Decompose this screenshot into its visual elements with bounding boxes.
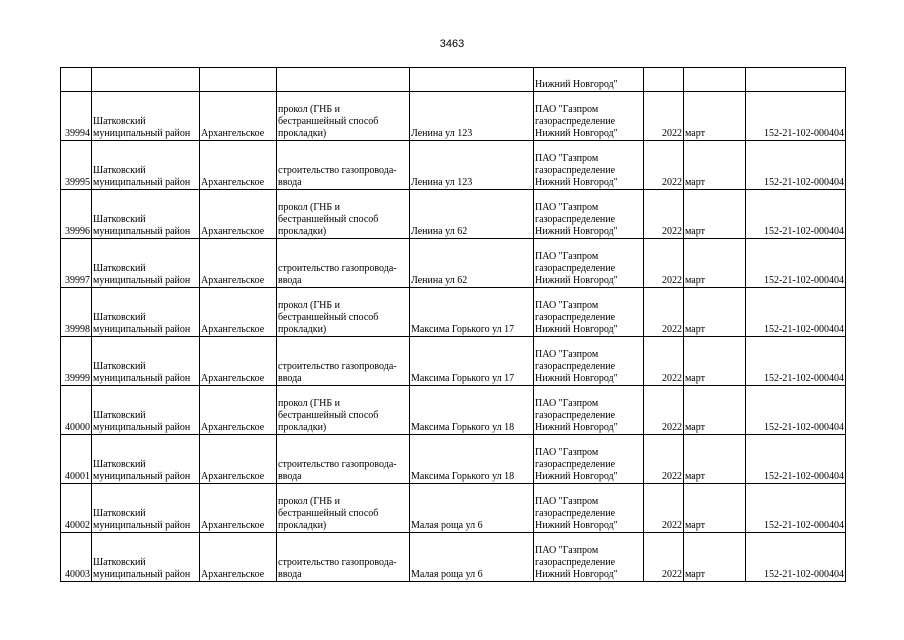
cell-work: прокол (ГНБ и бестраншейный способ прокладки): [277, 484, 410, 533]
cell-work: строительство газопровода-ввода: [277, 239, 410, 288]
cell-address: Малая роща ул 6: [410, 533, 534, 582]
cell-company: ПАО "Газпром газораспределение Нижний Новгород": [534, 484, 644, 533]
table-row: [61, 239, 846, 288]
table-row: [61, 484, 846, 533]
cell-company: ПАО "Газпром газораспределение Нижний Новгород": [534, 288, 644, 337]
cell-code: 152-21-102-000404: [746, 141, 846, 190]
cell-month: март: [684, 288, 746, 337]
cell-code: 152-21-102-000404: [746, 533, 846, 582]
cell-year: 2022: [644, 435, 684, 484]
cell-district: Шатковский муниципальный район: [92, 141, 200, 190]
table-row: [61, 190, 846, 239]
cell-num: 39997: [61, 239, 92, 288]
cell-company: ПАО "Газпром газораспределение Нижний Новгород": [534, 386, 644, 435]
cell-work: строительство газопровода-ввода: [277, 141, 410, 190]
cell-num: 39999: [61, 337, 92, 386]
cell-settlement: Архангельское: [200, 386, 277, 435]
cell-address: Ленина ул 123: [410, 92, 534, 141]
cell-num: 40001: [61, 435, 92, 484]
cell-district: Шатковский муниципальный район: [92, 386, 200, 435]
cell-district: Шатковский муниципальный район: [92, 533, 200, 582]
cell-year: 2022: [644, 141, 684, 190]
cell-work: прокол (ГНБ и бестраншейный способ прокладки): [277, 386, 410, 435]
cell-company: ПАО "Газпром газораспределение Нижний Новгород": [534, 239, 644, 288]
cell-num: 40003: [61, 533, 92, 582]
cell-month: март: [684, 239, 746, 288]
cell-month: [684, 68, 746, 92]
cell-code: 152-21-102-000404: [746, 190, 846, 239]
table-row: [61, 533, 846, 582]
cell-num: 39994: [61, 92, 92, 141]
cell-code: [746, 68, 846, 92]
cell-month: март: [684, 386, 746, 435]
cell-code: 152-21-102-000404: [746, 239, 846, 288]
cell-code: 152-21-102-000404: [746, 92, 846, 141]
cell-work: прокол (ГНБ и бестраншейный способ прокладки): [277, 288, 410, 337]
cell-company: ПАО "Газпром газораспределение Нижний Новгород": [534, 92, 644, 141]
cell-district: Шатковский муниципальный район: [92, 288, 200, 337]
cell-district: Шатковский муниципальный район: [92, 484, 200, 533]
cell-address: Малая роща ул 6: [410, 484, 534, 533]
cell-year: [644, 68, 684, 92]
cell-settlement: Архангельское: [200, 190, 277, 239]
cell-work: строительство газопровода-ввода: [277, 533, 410, 582]
cell-num: 39995: [61, 141, 92, 190]
cell-district: Шатковский муниципальный район: [92, 435, 200, 484]
cell-settlement: Архангельское: [200, 92, 277, 141]
cell-num: 40002: [61, 484, 92, 533]
cell-month: март: [684, 533, 746, 582]
cell-num: [61, 68, 92, 92]
cell-month: март: [684, 92, 746, 141]
cell-work: прокол (ГНБ и бестраншейный способ прокладки): [277, 190, 410, 239]
cell-company: Нижний Новгород": [534, 68, 644, 92]
cell-work: прокол (ГНБ и бестраншейный способ прокладки): [277, 92, 410, 141]
cell-num: 40000: [61, 386, 92, 435]
cell-address: Максима Горького ул 18: [410, 386, 534, 435]
cell-address: Максима Горького ул 17: [410, 337, 534, 386]
cell-district: [92, 68, 200, 92]
cell-address: Максима Горького ул 18: [410, 435, 534, 484]
cell-settlement: Архангельское: [200, 533, 277, 582]
cell-month: март: [684, 190, 746, 239]
cell-month: март: [684, 337, 746, 386]
cell-settlement: Архангельское: [200, 435, 277, 484]
cell-code: 152-21-102-000404: [746, 386, 846, 435]
cell-year: 2022: [644, 92, 684, 141]
cell-company: ПАО "Газпром газораспределение Нижний Новгород": [534, 435, 644, 484]
continuation-row: [61, 68, 846, 92]
cell-num: 39998: [61, 288, 92, 337]
cell-address: Ленина ул 123: [410, 141, 534, 190]
cell-code: 152-21-102-000404: [746, 337, 846, 386]
cell-month: март: [684, 435, 746, 484]
cell-company: ПАО "Газпром газораспределение Нижний Новгород": [534, 141, 644, 190]
cell-settlement: Архангельское: [200, 337, 277, 386]
cell-year: 2022: [644, 288, 684, 337]
cell-num: 39996: [61, 190, 92, 239]
cell-address: Максима Горького ул 17: [410, 288, 534, 337]
cell-district: Шатковский муниципальный район: [92, 337, 200, 386]
cell-year: 2022: [644, 533, 684, 582]
table-row: [61, 288, 846, 337]
cell-code: 152-21-102-000404: [746, 288, 846, 337]
cell-work: [277, 68, 410, 92]
table-row: [61, 435, 846, 484]
cell-district: Шатковский муниципальный район: [92, 239, 200, 288]
cell-settlement: Архангельское: [200, 141, 277, 190]
cell-company: ПАО "Газпром газораспределение Нижний Новгород": [534, 337, 644, 386]
registry-table: [60, 67, 846, 582]
cell-work: строительство газопровода-ввода: [277, 337, 410, 386]
cell-month: март: [684, 484, 746, 533]
cell-address: Ленина ул 62: [410, 190, 534, 239]
cell-company: ПАО "Газпром газораспределение Нижний Новгород": [534, 190, 644, 239]
cell-year: 2022: [644, 386, 684, 435]
cell-settlement: [200, 68, 277, 92]
table-row: [61, 141, 846, 190]
cell-year: 2022: [644, 190, 684, 239]
cell-settlement: Архангельское: [200, 484, 277, 533]
cell-settlement: Архангельское: [200, 288, 277, 337]
cell-code: 152-21-102-000404: [746, 435, 846, 484]
table-body: [61, 68, 846, 582]
cell-year: 2022: [644, 239, 684, 288]
cell-address: Ленина ул 62: [410, 239, 534, 288]
cell-district: Шатковский муниципальный район: [92, 190, 200, 239]
table-row: [61, 386, 846, 435]
cell-month: март: [684, 141, 746, 190]
cell-settlement: Архангельское: [200, 239, 277, 288]
cell-year: 2022: [644, 484, 684, 533]
table-row: [61, 92, 846, 141]
cell-address: [410, 68, 534, 92]
cell-code: 152-21-102-000404: [746, 484, 846, 533]
cell-district: Шатковский муниципальный район: [92, 92, 200, 141]
table-row: [61, 337, 846, 386]
cell-company: ПАО "Газпром газораспределение Нижний Новгород": [534, 533, 644, 582]
cell-work: строительство газопровода-ввода: [277, 435, 410, 484]
cell-year: 2022: [644, 337, 684, 386]
page-number: 3463: [439, 38, 465, 50]
